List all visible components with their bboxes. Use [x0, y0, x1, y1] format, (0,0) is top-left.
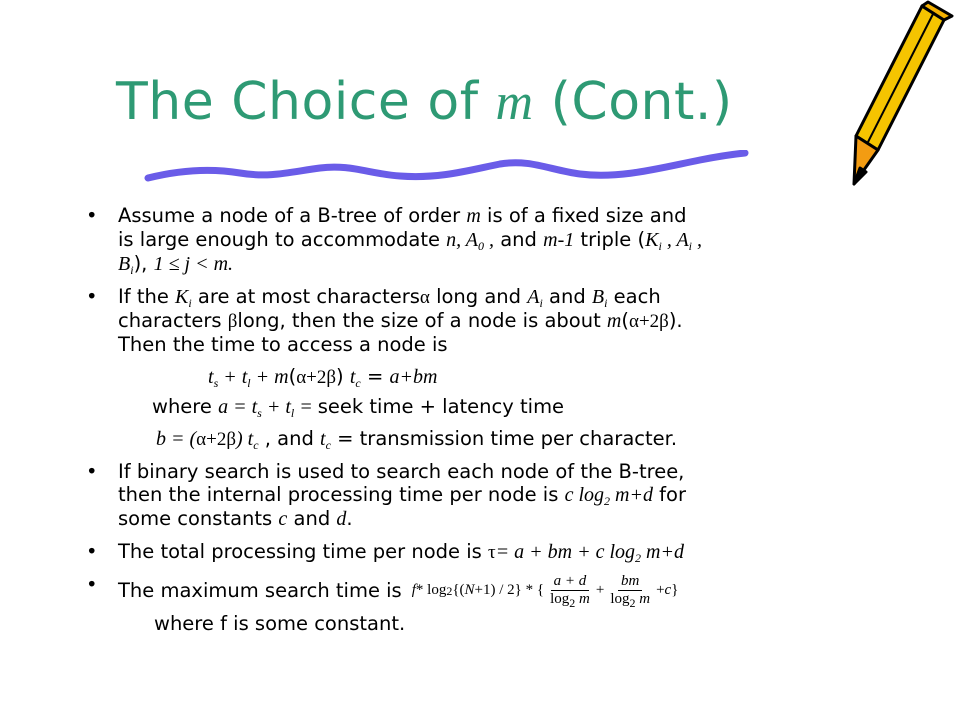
slide-content: [86, 204, 886, 644]
max-search-time-formula: f * log 2 {( N +1) / 2} * { $\frac{a + d}{\log_2 m}$ + $\frac{bm}{\log_2 m}$ + c }: [411, 573, 679, 610]
swoosh-underline: [140, 150, 760, 190]
bullet-dot: •: [86, 540, 98, 563]
bullet-1: • Assume a node of a B-tree of order m is of a fixed size and is large enough to accommodate n, $A_0$ , and m-1 triple ($K_i$ , $A_i$ , $B_i$), 1 ≤ j < m.: [86, 204, 703, 277]
bullet-4: • The total processing time per node is τ= a + bm + c $\log_2 m+d$: [86, 540, 684, 565]
access-time-equation: $t_s + t_l + m(\alpha+2\beta) t_c = a+bm$: [208, 365, 438, 390]
constant-note: where f is some constant.: [154, 612, 406, 635]
bullet-dot: •: [86, 204, 98, 227]
pencil-icon: [838, 0, 960, 190]
bullet-dot: •: [86, 285, 98, 308]
where-b-definition: b = (α+2β) $t_c$ , and $t_c$ = transmission time per character.: [156, 427, 678, 452]
fraction-a-plus-d: $\frac{a + d}{\log_2 m}$: [550, 573, 590, 610]
title-variable-m: m: [495, 74, 534, 131]
bullet-5: • The maximum search time is f * log 2 {( N +1) / 2} * { $\frac{a + d}{\log_2 m}$ + $\frac{bm}{\log_2 m}$ + c } where f is some constant.: [86, 573, 886, 635]
bullet-dot: •: [86, 460, 98, 483]
bullet-3: • If binary search is used to search each node of the B-tree, then the internal processing time per node is c $\log_2 m+d$ for some constants c and d.: [86, 460, 686, 530]
where-a-definition: where $a = t_s + t_l$ = seek time + latency time: [152, 395, 565, 420]
bullet-2: • If the $K_i$ are at most charactersα long and $A_i$ and $B_i$ each characters βlong, then the size of a node is about m(α+2β). Then the time to access a node is $t_s + t_l + m(\alpha+2\beta) t_c = a+bm$ where $a = t_s + t_l$ = seek time + latency time b = (α+2β) $t_c$ , and $t_c$ = transmission time per character.: [86, 285, 886, 451]
fraction-bm: $\frac{bm}{\log_2 m}$: [610, 573, 651, 610]
bullet-dot: •: [86, 573, 98, 596]
slide-title: The Choice of m (Cont.): [116, 72, 733, 132]
